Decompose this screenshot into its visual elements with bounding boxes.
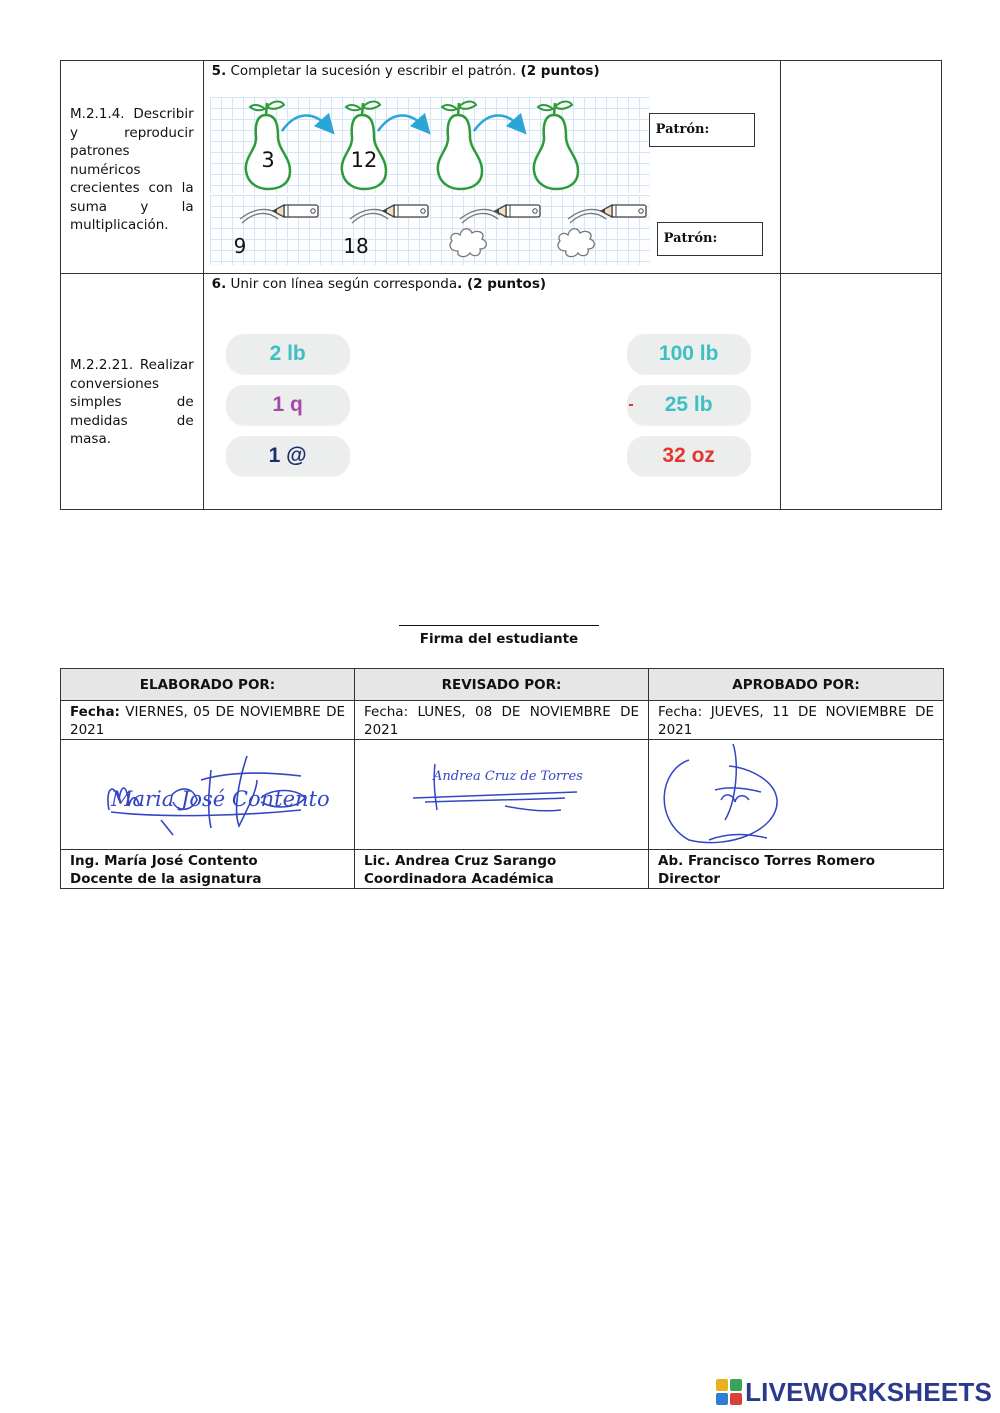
signature-revisado	[355, 740, 649, 850]
signature-image	[649, 740, 943, 845]
name-aprobado	[649, 850, 944, 889]
skill-cell-6	[61, 274, 204, 510]
signature-elaborado	[61, 740, 355, 850]
liveworksheets-logo-icon	[716, 1379, 742, 1405]
pattern-answer-box-2[interactable]	[657, 222, 763, 256]
date-prefix: Fecha:	[70, 704, 120, 720]
left-item-label: 1 @	[268, 444, 307, 467]
signature-image	[355, 740, 648, 845]
question-5-number: 5.	[211, 63, 227, 79]
pear-value: 12	[350, 148, 378, 172]
task-cell-6	[203, 274, 781, 510]
question-6-instruction: Unir con línea según corresponda	[230, 276, 458, 292]
liveworksheets-brand-text: LIVEWORKSHEETS	[745, 1376, 992, 1407]
right-item[interactable]	[627, 334, 751, 374]
pattern-label: Patrón:	[663, 231, 718, 246]
date-revisado	[355, 701, 649, 740]
pear-icon	[341, 102, 385, 190]
signer-name: Lic. Andrea Cruz Sarango	[364, 853, 557, 869]
right-item-label: 100 lb	[658, 342, 719, 365]
pencil-icon	[601, 205, 646, 217]
score-cell-5	[781, 61, 942, 274]
arrow-icon	[282, 115, 328, 131]
arrow-icon	[378, 115, 424, 131]
exercise-table	[60, 60, 942, 510]
splat-icon	[558, 229, 594, 257]
signature-text: Maria José Contento	[111, 787, 330, 811]
arc-icon	[462, 213, 498, 223]
signer-role: Docente de la asignatura	[70, 871, 262, 887]
date-value: VIERNES, 05 DE NOVIEMBRE DE 2021	[70, 704, 345, 738]
pear-value: 3	[260, 148, 275, 172]
arc-icon	[570, 213, 606, 223]
student-signature-label: Firma del estudiante	[419, 631, 579, 647]
pencil-icon	[383, 205, 428, 217]
question-6-points: . (2 puntos)	[457, 276, 547, 292]
signer-role: Coordinadora Académica	[364, 871, 554, 887]
pencil-sequence	[210, 195, 650, 265]
date-prefix: Fecha:	[658, 704, 703, 720]
left-item-label: 1 q	[272, 393, 303, 416]
header-elaborado: ELABORADO POR:	[61, 669, 355, 701]
pear-icon	[533, 102, 577, 190]
right-item-label: 32 oz	[662, 444, 715, 467]
arrow-icon	[474, 115, 520, 131]
score-cell-6	[781, 274, 942, 510]
pear-icon	[437, 102, 481, 190]
approval-table	[60, 668, 944, 889]
date-value: LUNES, 08 DE NOVIEMBRE DE 2021	[364, 704, 639, 738]
pear-sequence	[210, 97, 650, 193]
pencil-icon	[273, 205, 318, 217]
skill-cell-5	[61, 61, 204, 274]
pencil-value: 9	[233, 234, 247, 258]
skill-text-6: M.2.2.21. Realizar conversiones simples de medidas de masa.	[70, 357, 194, 447]
student-signature-line	[399, 625, 599, 626]
pencil-value: 18	[342, 234, 369, 258]
left-item[interactable]	[226, 436, 350, 476]
right-item[interactable]	[627, 436, 751, 476]
right-item[interactable]	[627, 385, 751, 425]
arc-icon	[352, 213, 388, 223]
liveworksheets-logo[interactable]	[716, 1377, 992, 1407]
question-5-points: (2 puntos)	[520, 63, 600, 79]
header-aprobado: APROBADO POR:	[649, 669, 944, 701]
signer-name: Ing. María José Contento	[70, 853, 258, 869]
pattern-label: Patrón:	[655, 122, 710, 137]
signature-text: Andrea Cruz de Torres	[433, 769, 583, 784]
task-cell-5	[203, 61, 781, 274]
date-prefix: Fecha:	[364, 704, 409, 720]
date-value: JUEVES, 11 DE NOVIEMBRE DE 2021	[658, 704, 935, 738]
left-item-label: 2 lb	[269, 342, 306, 365]
name-revisado	[355, 850, 649, 889]
arc-icon	[242, 213, 278, 223]
question-5-instruction: Completar la sucesión y escribir el patrón.	[230, 63, 517, 79]
splat-icon	[450, 229, 486, 257]
skill-text-5: M.2.1.4. Describir y reproducir patrones numéricos crecientes con la suma y la multiplicación.	[70, 106, 194, 233]
question-6-title	[212, 276, 546, 292]
left-item[interactable]	[226, 334, 350, 374]
date-elaborado	[61, 701, 355, 740]
pear-icon	[245, 102, 289, 190]
signature-aprobado	[649, 740, 944, 850]
signer-name: Ab. Francisco Torres Romero	[658, 853, 876, 869]
name-elaborado	[61, 850, 355, 889]
header-revisado: REVISADO POR:	[355, 669, 649, 701]
pencil-icon	[495, 205, 540, 217]
question-5-title	[212, 63, 600, 79]
right-item-label: 25 lb	[664, 393, 713, 416]
left-item[interactable]	[226, 385, 350, 425]
question-6-number: 6.	[211, 276, 227, 292]
signer-role: Director	[658, 871, 721, 887]
date-aprobado	[649, 701, 944, 740]
signature-image	[61, 740, 354, 845]
stray-mark	[629, 404, 633, 406]
pattern-answer-box-1[interactable]	[649, 113, 755, 147]
